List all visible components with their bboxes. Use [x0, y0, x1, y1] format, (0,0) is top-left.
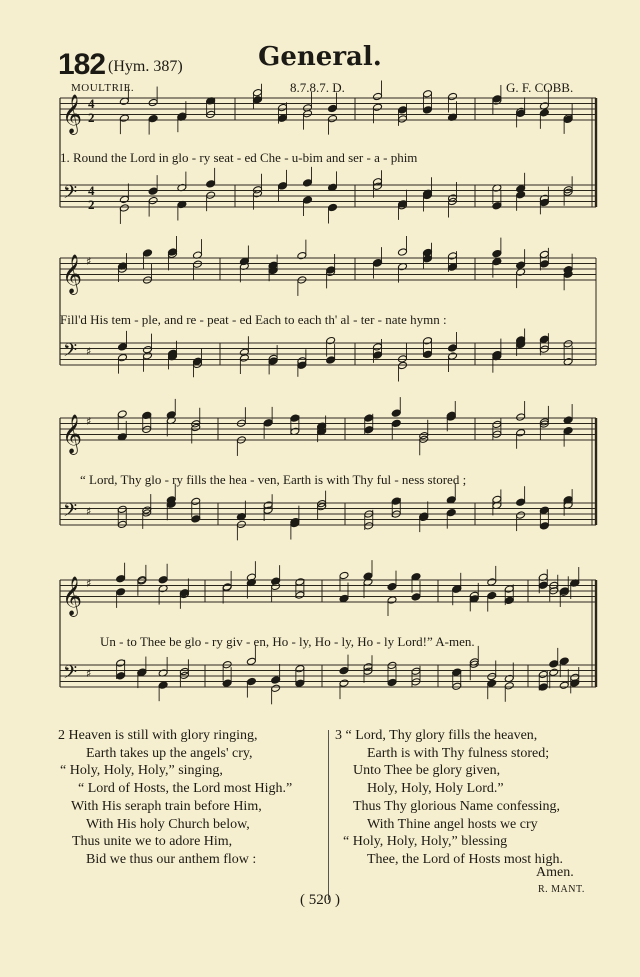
treble-clef: 𝄞: [62, 94, 83, 134]
note-head: [492, 202, 502, 210]
note-head: [148, 114, 158, 122]
note-head: [158, 681, 168, 689]
note-head: [236, 520, 246, 528]
note-head: [253, 96, 263, 104]
note-head: [398, 115, 408, 123]
note-head: [538, 670, 548, 678]
bass-clef: 𝄢: [63, 340, 78, 366]
verse-3-line: “ Holy, Holy, Holy,” blessing: [343, 834, 508, 850]
note-head: [538, 581, 548, 589]
note-head: [328, 114, 338, 122]
note-head: [278, 182, 288, 190]
note-head: [116, 659, 126, 667]
bass-clef: 𝄢: [63, 500, 78, 526]
note-head: [398, 361, 408, 369]
note-head: [117, 520, 127, 528]
note-head: [387, 582, 397, 590]
note-head: [448, 352, 458, 360]
note-head: [193, 260, 203, 268]
note-head: [295, 578, 305, 586]
sharp-key-signature: ♯: [86, 577, 92, 590]
note-head: [290, 414, 300, 422]
composer: G. F. COBB.: [506, 80, 574, 95]
note-head: [278, 103, 288, 111]
verse-2-line: “ Lord of Hosts, the Lord most High.”: [78, 781, 293, 797]
note-head: [143, 352, 153, 360]
note-head: [516, 511, 526, 519]
note-head: [539, 345, 549, 353]
note-head: [539, 506, 549, 514]
verse-2-line: Bid we thus our anthem flow :: [86, 851, 257, 867]
verse-2-line: With His holy Church below,: [86, 816, 250, 832]
note-head: [339, 571, 349, 579]
note-head: [423, 350, 433, 358]
bass-clef: 𝄢: [63, 662, 78, 688]
note-head: [391, 409, 401, 417]
note-head: [487, 679, 497, 687]
note-head: [295, 665, 305, 673]
tune-name: MOULTRIE.: [71, 82, 135, 94]
treble-clef: 𝄞: [62, 254, 83, 294]
note-head: [148, 196, 158, 204]
note-head: [492, 257, 502, 265]
note-head: [303, 196, 313, 204]
verse-2-line: Earth takes up the angels' cry,: [86, 745, 253, 761]
note-head: [193, 357, 203, 365]
note-head: [504, 585, 514, 593]
note-head: [179, 667, 189, 675]
lyric-line-1: 1. Round the Lord in glo - ry seat - ed Che - u-bim and ser - a - phim: [60, 150, 418, 165]
note-head: [516, 413, 526, 421]
page-title: General.: [258, 42, 382, 72]
note-head: [516, 261, 526, 269]
note-head: [271, 676, 281, 684]
verse-3-line: 3 “ Lord, Thy glory fills the heaven,: [335, 728, 538, 743]
lyric-line-4: Un - to Thee be glo - ry giv - en, Ho - ly, Ho - ly, Ho - ly Lord!” A-men.: [100, 634, 475, 649]
note-head: [504, 596, 514, 604]
note-head: [117, 505, 127, 513]
note-head: [271, 684, 281, 692]
text-author: R. MANT.: [538, 884, 585, 895]
note-head: [364, 426, 374, 434]
note-head: [423, 106, 433, 114]
note-head: [563, 427, 573, 435]
note-head: [539, 522, 549, 530]
note-head: [339, 679, 349, 687]
note-head: [328, 104, 338, 112]
note-head: [364, 522, 374, 530]
note-head: [446, 508, 456, 516]
note-head: [373, 351, 383, 359]
lyric-line-3: “ Lord, Thy glo - ry fills the hea - ven, Earth is with Thy ful - ness stored ;: [80, 472, 467, 487]
time-signature: 4: [88, 183, 95, 198]
note-head: [116, 575, 126, 583]
note-head: [373, 92, 383, 100]
note-head: [423, 90, 433, 98]
note-head: [549, 668, 559, 676]
treble-clef: 𝄞: [62, 576, 83, 616]
note-head: [328, 203, 338, 211]
note-head: [118, 353, 128, 361]
verse-3-line: Unto Thee be glory given,: [353, 763, 501, 779]
note-head: [364, 414, 374, 422]
verse-divider: [328, 730, 329, 900]
note-head: [222, 679, 232, 687]
verse-3-line: Thee, the Lord of Hosts most high.: [367, 851, 563, 867]
note-head: [158, 576, 168, 584]
note-head: [278, 114, 288, 122]
note-head: [119, 195, 129, 203]
verse-2-line: With His seraph train before Him,: [71, 798, 262, 814]
note-head: [539, 109, 549, 117]
note-head: [448, 263, 458, 271]
note-head: [373, 103, 383, 111]
sharp-key-signature: ♯: [86, 415, 92, 428]
note-head: [297, 251, 307, 259]
note-head: [326, 356, 336, 364]
note-head: [246, 657, 256, 665]
sharp-key-signature: ♯: [86, 255, 92, 268]
note-head: [538, 683, 548, 691]
note-head: [246, 677, 256, 685]
note-head: [206, 180, 216, 188]
time-signature: 2: [88, 110, 95, 125]
note-head: [563, 340, 573, 348]
note-head: [339, 594, 349, 602]
note-head: [411, 593, 421, 601]
sharp-key-signature: ♯: [86, 505, 92, 518]
note-head: [516, 498, 526, 506]
note-head: [303, 179, 313, 187]
note-head: [516, 429, 526, 437]
note-head: [539, 335, 549, 343]
note-head: [191, 515, 201, 523]
note-head: [391, 497, 401, 505]
note-head: [411, 667, 421, 675]
note-head: [487, 578, 497, 586]
hymn-reference: (Hym. 387): [108, 58, 183, 75]
note-head: [398, 106, 408, 114]
note-head: [119, 204, 129, 212]
note-head: [387, 596, 397, 604]
note-head: [492, 420, 502, 428]
verse-3-line: Thus Thy glorious Name confessing,: [353, 798, 560, 814]
note-head: [398, 355, 408, 363]
meter: 8.7.8.7. D.: [290, 80, 345, 95]
note-head: [492, 249, 502, 257]
note-head: [143, 249, 153, 257]
lyric-line-2: Fill'd His tem - ple, and re - peat - ed Each to each th' al - ter - nate hymn :: [60, 312, 447, 327]
note-head: [117, 410, 127, 418]
amen: Amen.: [536, 865, 574, 880]
note-head: [398, 248, 408, 256]
note-head: [119, 114, 129, 122]
note-head: [559, 681, 569, 689]
note-head: [423, 337, 433, 345]
note-head: [448, 92, 458, 100]
note-head: [339, 666, 349, 674]
note-head: [487, 672, 497, 680]
note-head: [423, 248, 433, 256]
note-head: [118, 343, 128, 351]
verse-2-line: 2 Heaven is still with glory ringing,: [58, 728, 258, 743]
note-head: [539, 260, 549, 268]
note-head: [295, 679, 305, 687]
bass-clef: 𝄢: [63, 182, 78, 208]
treble-clef: 𝄞: [62, 414, 83, 454]
note-head: [563, 416, 573, 424]
note-head: [148, 98, 158, 106]
verse-3-line: Holy, Holy, Holy Lord.”: [367, 781, 504, 797]
note-head: [504, 682, 514, 690]
sharp-key-signature: ♯: [86, 345, 92, 358]
time-signature: 4: [88, 96, 95, 111]
note-head: [263, 419, 273, 427]
page-number: ( 520 ): [300, 892, 340, 908]
note-head: [391, 419, 401, 427]
note-head: [116, 588, 126, 596]
note-head: [539, 250, 549, 258]
hymn-number: 182: [58, 48, 106, 81]
sharp-key-signature: ♯: [86, 667, 92, 680]
note-head: [148, 187, 158, 195]
note-head: [191, 497, 201, 505]
note-head: [549, 660, 559, 668]
note-head: [559, 657, 569, 665]
note-head: [452, 668, 462, 676]
note-head: [191, 423, 201, 431]
note-head: [116, 672, 126, 680]
note-head: [295, 591, 305, 599]
verse-2: [58, 727, 292, 869]
note-head: [452, 682, 462, 690]
note-head: [387, 678, 397, 686]
note-head: [373, 343, 383, 351]
note-head: [253, 89, 263, 97]
verse-3-line: Earth is with Thy fulness stored;: [367, 745, 550, 761]
note-head: [448, 252, 458, 260]
time-signature: 2: [88, 197, 95, 212]
verse-3: [335, 727, 563, 869]
note-head: [326, 336, 336, 344]
verse-2-line: Thus unite we to adore Him,: [72, 834, 233, 850]
verse-3-line: With Thine angel hosts we cry: [367, 816, 538, 832]
note-head: [487, 591, 497, 599]
verse-2-line: “ Holy, Holy, Holy,” singing,: [60, 763, 223, 779]
note-head: [448, 344, 458, 352]
note-head: [206, 191, 216, 199]
